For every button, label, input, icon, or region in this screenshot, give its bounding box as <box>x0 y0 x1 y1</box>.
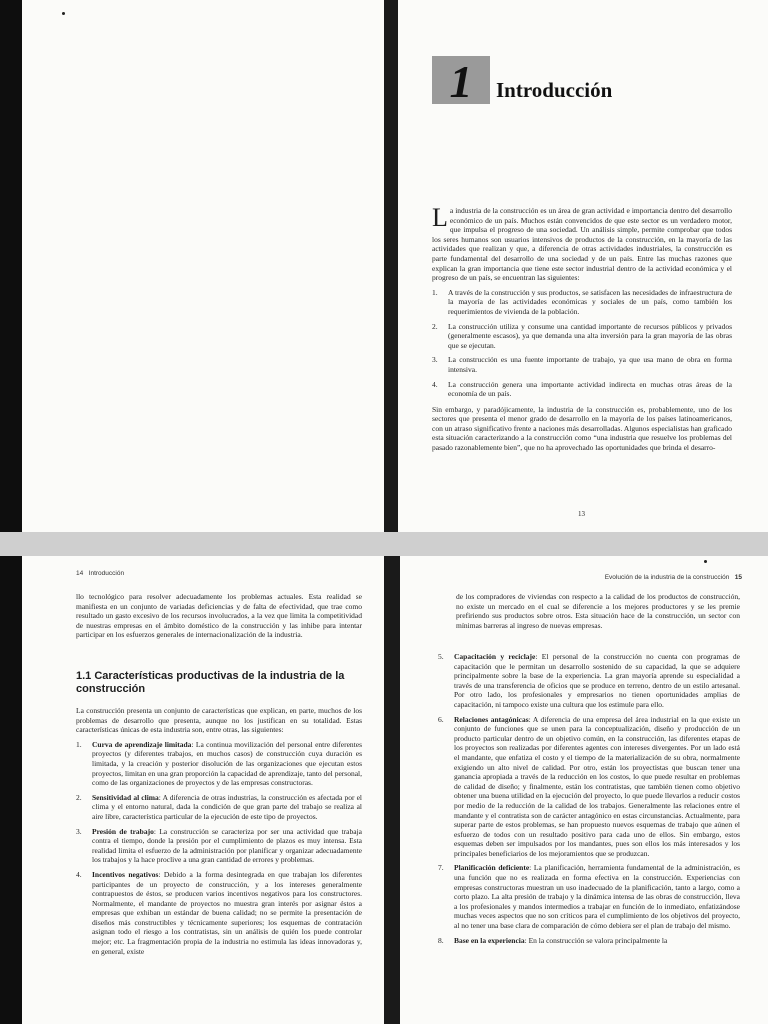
book-spine-shadow <box>384 0 398 532</box>
chapter-title: Introducción <box>496 78 613 102</box>
list-item: 4. La construcción genera una importante actividad indirecta en muchas otras áreas de la economía de un país. <box>432 379 732 399</box>
importance-list <box>432 288 732 399</box>
closing-paragraph: Sin embargo, y paradójicamente, la industria de la construcción es, probablemente, uno de los sectores que presenta el menor grado de desarrollo en la mayoría de los países latinoamericanos, con un atraso significativo frente a naciones más desarrolladas. Algunos especialistas han graficado esta situación caracterizando a la construcción como “una industria que resuelve los problemas del pasado razonablemente bien”, que no ha aprovechado las oportunidades que brinda el desarro- <box>432 404 732 453</box>
drop-cap: L <box>432 203 448 232</box>
section-title: 1.1 Características productivas de la industria de la construcción <box>76 670 345 695</box>
book-spine-shadow <box>384 556 400 1024</box>
book-spine-shadow <box>0 556 22 1024</box>
page-15 <box>386 556 768 1024</box>
list-item: 6. Relaciones antagónicas: A diferencia de una empresa del área industrial en la que existe un conjunto de funciones que se unen para la conceptualización, diseño y producción de un producto particular dentro de un objetivo común, en la construcción, las diferentes etapas de los proyectos son realizadas por diferentes agentes con intereses divergentes. Por un lado está el mandante, que enfatiza el costo y el tiempo de la materialización de su obra, normalmente exigiendo un alto nivel de calidad. Por otro, están los proyectistas que buscan tener una ganancia apropiada a través de la reducción en los costos, lo que puede resultar en problemas de calidad de diseño; y finalmente, están los contratistas, que también tienen como objetivo obtener una buena utilidad en la ejecución del proyecto, lo que puede llevarlos a reducir costos por medio de la reducción de la calidad de los trabajos. Generalmente las relaciones entre el mandante y el contratista son de carácter antagónico en estas circunstancias. Actualmente, para superar parte de estos problemas, se han propuesto nuevos esquemas de trabajo que aúnen el esfuerzo de todos con un resultado positivo para cada uno de ellos. Sin embargo, estos esquemas deben ser impulsados por los mandantes, pues son ellos los más interesados y los principales beneficiarios de los mejoramientos que se produzcan. <box>438 714 740 858</box>
list-item: 3. La construcción es una fuente importante de trabajo, ya que usa mano de obra en forma intensiva. <box>432 355 732 374</box>
chapter-number: 1 <box>449 56 473 107</box>
list-item: 8. Base en la experiencia: En la construcción se valora principalmente la <box>438 935 668 945</box>
running-header <box>582 574 742 581</box>
list-item: 3. Presión de trabajo: La construcción se caracteriza por ser una actividad que trabaja contra el tiempo, donde la presión por el cumplimiento de plazos es muy intensa. Esta realidad limita el esfuerzo de la administración por planificar y organizar adecuadamente los trabajos y la hace proclive a una gran cantidad de errores y problemas. <box>76 826 362 865</box>
header-page-number: 15 <box>734 574 742 581</box>
chapter-number-box <box>432 56 490 107</box>
speck <box>62 12 65 15</box>
list-item: 2. Sensitividad al clima: A diferencia de otras industrias, la construcción es afectada por el clima y el entorno natural, dada la condición de que gran parte del trabajo se realiza al aire libre, característica particular de la ejecución de este tipo de proyectos. <box>76 792 362 821</box>
page-15-body <box>438 652 740 951</box>
page-14 <box>0 556 384 1024</box>
section-intro: La construcción presenta un conjunto de características que explican, en parte, muchos de los problemas de desarrollo que presenta, aunque no los justifican en su totalidad. Estas características únicas de esta industria son, entre otras, las siguientes: <box>76 706 362 735</box>
list-item: 4. Incentivos negativos: Debido a la forma desintegrada en que trabajan los diferentes participantes de un proyecto de construcción, y a los intereses generalmente contrapuestos de éstos, se producen varios incentivos negativos para los constructores. Normalmente, el mandante de proyectos no muestra gran interés por asignar éstos a empresas que exhiban un estándar de buena calidad; no se permite la presentación de diseños más constructibles y técnicamente superiores; los esquemas de contratación asignan todo el riesgo a los contratistas, sin un análisis de quién los puede controlar mejor; etc. La fragmentación propia de la industria no estimula las ideas innovadoras y, en general, existe <box>76 869 362 956</box>
list-item: 7. Planificación deficiente: La planificación, herramienta fundamental de la administración, es una función que no es realizada en forma efectiva en la construcción. Experiencias con empresas constructoras muestran un uso inadecuado de la planificación, tanto a largo, como a corto plazo. La alta presión de trabajo y la dinámica intensa de las obras de construcción, lleva a los profesionales y mandos intermedios a trabajar en función de lo inmediato, enfatizándose muchas veces aspectos que no son críticos para el cumplimiento de los objetivos del proyecto, al no tener una base clara de comparación de cómo debiera ser el plan de trabajo del mismo. <box>438 863 741 931</box>
intro-paragraph <box>432 203 732 283</box>
header-page-number: 14 <box>76 570 84 577</box>
speck <box>704 560 707 563</box>
page-13 <box>386 0 768 532</box>
running-header <box>76 570 124 577</box>
page-gap <box>0 532 768 556</box>
book-spine-shadow <box>0 0 22 532</box>
page-14-body <box>76 706 362 962</box>
continuation-paragraph: llo tecnológico para resolver adecuadamente los problemas actuales. Esta realidad se manifiesta en un conjunto de variadas deficiencias y de falta de efectividad, que trae como resultado un gasto excesivo de los recursos involucrados, a la vez que limita la competitividad de nuestras empresas en el ámbito doméstico de la construcción y las inhibe para intentar participar en los esfuerzos generales de internacionalización de la industria. <box>76 592 362 640</box>
list-item: 1. A través de la construcción y sus productos, se satisfacen las necesidades de infraestructura de la mayoría de las actividades económicas y sociales de un país, como también los requerimientos de vivienda de la población. <box>432 287 732 316</box>
header-label: Evolución de la industria de la construcción <box>604 574 730 581</box>
continuation-paragraph: de los compradores de viviendas con respecto a la calidad de los productos de construcción, no existe un mercado en el cual se diferencie a los mejores productores y se les premie prefiriendo sus productos sobre otros. Esta situación hace de la construcción, un sector con mínimas barreras al ingreso de nuevas empresas. <box>456 592 740 630</box>
page-12-blank <box>0 0 384 532</box>
page-13-body <box>432 203 732 458</box>
characteristics-list <box>438 652 740 945</box>
intro-text: a industria de la construcción es un área de gran actividad e importancia dentro del desarrollo económico de un país. Muchos están convencidos de que este sector es un verdadero motor, que impulsa el progreso de una sociedad. Un análisis simple, permite comprobar que todos los seres humanos son usuarios intensivos de productos de la construcción, en la mayoría de las actividades que realizan y que, a diferencia de otras actividades industriales, la construcción es parte fundamental del desarrollo de una sociedad y de un país. Entre las muchas razones que explican la gran importancia que tiene este sector industrial dentro de la actividad económica y el progreso de un país, se encuentran las siguientes: <box>432 206 732 283</box>
characteristics-list <box>76 740 362 956</box>
header-label: Introducción <box>88 570 125 577</box>
list-item: 2. La construcción utiliza y consume una cantidad importante de recursos públicos y privados (generalmente escasos), ya que demanda una alta inversión para la gran mayoría de las obras que se ejecutan. <box>432 321 732 350</box>
list-item: 5. Capacitación y reciclaje: El personal de la construcción no cuenta con programas de capacitación que le permitan un desarrollo sostenido de su capacidad, la que se adquiere principalmente sobre la base de la experiencia. La gran mayoría aprende su especialidad a través de una transferencia de oficios que se produce en terreno, dentro de un estilo artesanal. Por otro lado, los profesionales y empresarios no tienen oportunidades amplias de capacitación, ni tampoco existe una cultura que los estimule para ello. <box>438 652 740 709</box>
list-item: 1. Curva de aprendizaje limitada: La continua movilización del personal entre diferentes proyectos (y diferentes trabajos, en muchos casos) de construcción cuya duración es limitada, y la creación y posterior disolución de las organizaciones que ejecutan estos proyectos, limitan en una gran proporción la capacidad de aprendizaje, tanto del personal, como de las organizaciones de proyectos y de las empresas constructoras. <box>76 739 362 788</box>
page-number: 13 <box>578 510 585 518</box>
